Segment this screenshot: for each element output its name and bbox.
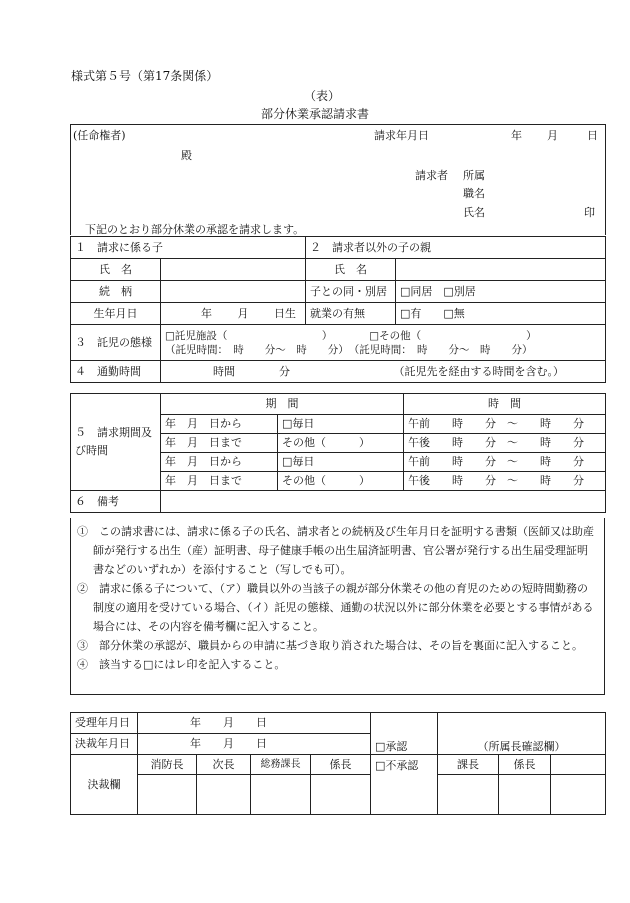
- seal-fire-chief[interactable]: [138, 775, 197, 815]
- relation-label: 続 柄: [71, 281, 161, 303]
- kessai-label: 決裁欄: [71, 755, 138, 815]
- daily-checkbox-1[interactable]: □毎日: [278, 415, 404, 434]
- note-3: ③ 部分休業の承認が、職員からの申請に基づき取り消された場合は、その旨を裏面に記入すること。: [77, 639, 583, 652]
- relation-field[interactable]: [161, 281, 306, 303]
- am-time-2[interactable]: 午前 時 分 〜 時 分: [404, 453, 606, 472]
- birth-day: 日生: [274, 306, 296, 320]
- parent-name-label: 氏 名: [306, 259, 396, 281]
- cohabit-options[interactable]: □同居 □別居: [396, 281, 606, 303]
- received-date-field[interactable]: [138, 713, 371, 734]
- seal-general-affairs[interactable]: [251, 775, 311, 815]
- note-1: ① この請求書には、請求に係る子の氏名、請求者との続柄及び生年月日を証明する書類（医師又は助産師が発行する出生（産）証明書、母子健康手帳の出生届済証明書、官公署が発行する出生届受理証明書などのいずれか）を添付すること（写しでも可）。: [77, 525, 594, 576]
- other-2[interactable]: その他（ ）: [278, 472, 404, 491]
- commute-note: （託児先を経由する時間を含む。）: [393, 364, 564, 378]
- birthdate-field[interactable]: [161, 303, 306, 325]
- seal-deputy[interactable]: [197, 775, 251, 815]
- date-month: 月: [547, 129, 558, 142]
- request-header-box: [70, 124, 606, 235]
- sec2-title: ２ 請求者以外の子の親: [306, 237, 606, 259]
- name-label: 氏名: [463, 206, 485, 219]
- form-side: （表）: [304, 89, 341, 103]
- pm-time-1[interactable]: 午後 時 分 〜 時 分: [404, 434, 606, 453]
- period-table: [70, 393, 606, 513]
- childcare-line-1: □託児施設（ ） □その他（ ）: [165, 329, 537, 342]
- decision-date-label: 決裁年月日: [71, 734, 138, 755]
- role-fire-chief: 消防長: [138, 755, 197, 775]
- requester-label: 請求者: [415, 169, 448, 182]
- received-date-label: 受理年月日: [71, 713, 138, 734]
- period-title: ５ 請求期間及び時間: [71, 394, 161, 491]
- approval-table: [70, 712, 606, 815]
- period-to-2[interactable]: 年 月 日まで: [161, 472, 278, 491]
- approve-checkbox[interactable]: □承認: [371, 713, 438, 755]
- birth-year: 年: [201, 306, 212, 320]
- chief-confirm-label: （所属長確認欄）: [438, 713, 606, 755]
- cohabit-label: 子との同・別居: [306, 281, 396, 303]
- time-header: 時 間: [404, 394, 606, 415]
- document-title: 部分休業承認請求書: [260, 107, 369, 121]
- employment-label: 就業の有無: [306, 303, 396, 325]
- role-deputy: 次長: [197, 755, 251, 775]
- disapprove-checkbox[interactable]: □不承認: [371, 755, 438, 815]
- seal-section-chief[interactable]: [438, 775, 499, 815]
- note-4: ④ 該当する□にはレ印を記入すること。: [77, 658, 286, 671]
- notes-box: [70, 518, 605, 695]
- remarks-title: ６ 備考: [71, 491, 161, 513]
- decision-date-field[interactable]: [138, 734, 371, 755]
- am-time-1[interactable]: 午前 時 分 〜 時 分: [404, 415, 606, 434]
- date-year: 年: [511, 129, 522, 142]
- seal-label: 印: [584, 206, 595, 219]
- role-blank: [551, 755, 606, 775]
- daily-checkbox-2[interactable]: □毎日: [278, 453, 404, 472]
- commute-value: 時間 分: [213, 364, 290, 378]
- appointer-label: (任命権者): [73, 129, 126, 142]
- child-name-label: 氏 名: [71, 259, 161, 281]
- seal-blank[interactable]: [551, 775, 606, 815]
- birth-month: 月: [237, 306, 249, 320]
- other-1[interactable]: その他（ ）: [278, 434, 404, 453]
- received-ymd: 年 月 日: [190, 716, 267, 729]
- commute-title: ４ 通勤時間: [71, 361, 161, 383]
- commute-field[interactable]: [161, 361, 606, 383]
- dono-label: 殿: [181, 149, 192, 162]
- seal-subsection-chief[interactable]: [311, 775, 371, 815]
- role-right-subsection-chief: 係長: [499, 755, 551, 775]
- date-day: 日: [587, 129, 598, 142]
- request-statement: 下記のとおり部分休業の承認を請求します。: [85, 223, 305, 236]
- remarks-field[interactable]: [161, 491, 606, 513]
- affiliation-label: 所属: [463, 169, 485, 182]
- request-date-label: 請求年月日: [374, 129, 429, 142]
- role-general-affairs: 総務課長: [251, 755, 311, 775]
- employment-options[interactable]: □有 □無: [396, 303, 606, 325]
- period-header: 期 間: [161, 394, 404, 415]
- role-subsection-chief: 係長: [311, 755, 371, 775]
- request-details-table: [70, 236, 606, 383]
- childcare-line-2: （託児時間： 時 分〜 時 分） （託児時間： 時 分〜 時 分）: [165, 343, 533, 356]
- pm-time-2[interactable]: 午後 時 分 〜 時 分: [404, 472, 606, 491]
- position-label: 職名: [463, 187, 485, 200]
- period-from-1[interactable]: 年 月 日から: [161, 415, 278, 434]
- parent-name-field[interactable]: [396, 259, 606, 281]
- role-section-chief: 課長: [438, 755, 499, 775]
- sec1-title: １ 請求に係る子: [71, 237, 306, 259]
- note-2: ② 請求に係る子について、（ア）職員以外の当該子の親が部分休業その他の育児のための短時間勤務の制度の適用を受けている場合、（イ）託児の態様、通勤の状況以外に部分休業を必要とする事情がある場合には、その内容を備考欄に記入すること。: [77, 582, 594, 633]
- child-name-field[interactable]: [161, 259, 306, 281]
- birthdate-label: 生年月日: [71, 303, 161, 325]
- period-to-1[interactable]: 年 月 日まで: [161, 434, 278, 453]
- period-from-2[interactable]: 年 月 日から: [161, 453, 278, 472]
- seal-right-subsection-chief[interactable]: [499, 775, 551, 815]
- form-number: 様式第５号（第17条関係）: [71, 69, 219, 83]
- childcare-title: ３ 託児の態様: [71, 325, 161, 361]
- decision-ymd: 年 月 日: [190, 737, 267, 750]
- childcare-field[interactable]: [161, 325, 606, 361]
